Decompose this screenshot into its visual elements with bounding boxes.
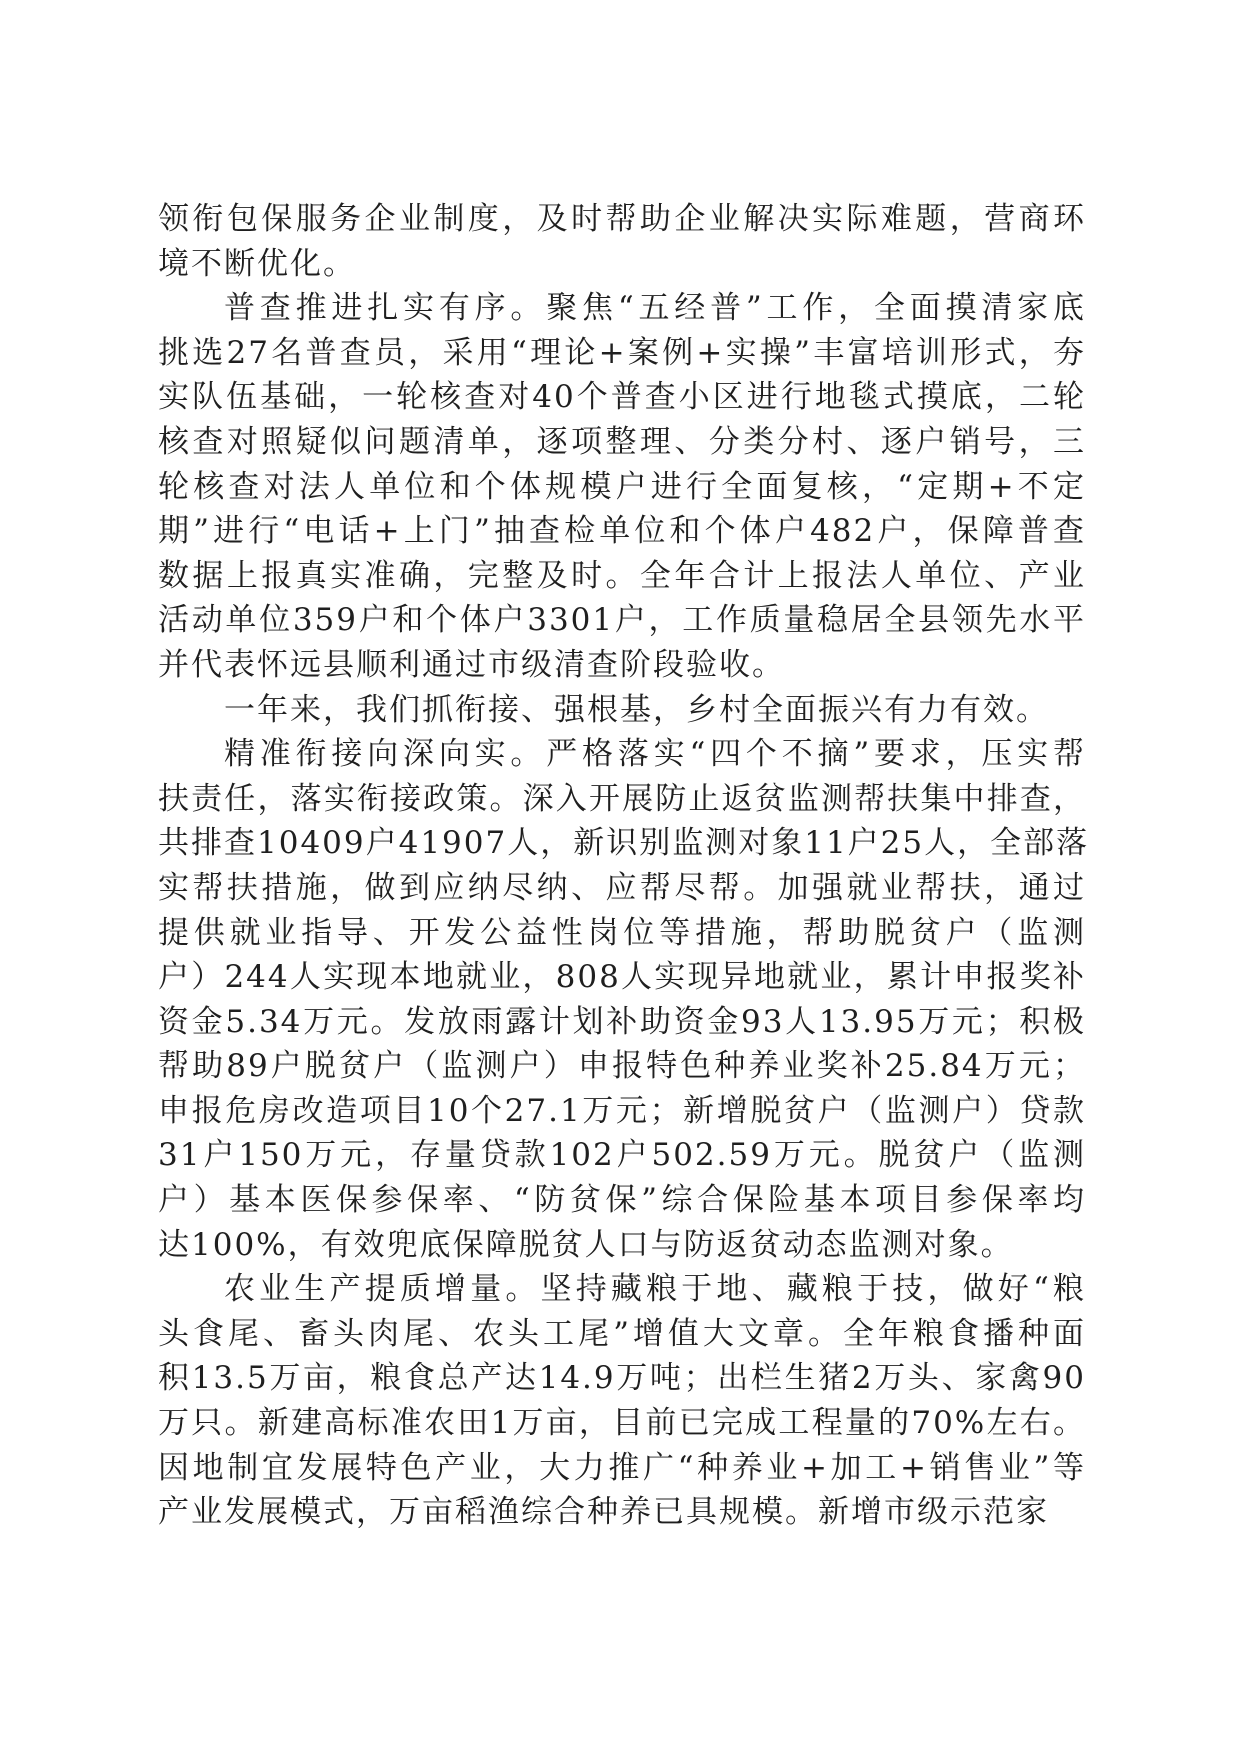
paragraph-line: 数据上报真实准确，完整及时。全年合计上报法人单位、产业 [158, 557, 1086, 594]
paragraph-line: 资金5.34万元。发放雨露计划补助资金93人13.95万元；积极 [158, 1003, 1086, 1040]
paragraph-line: 帮助89户脱贫户（监测户）申报特色种养业奖补25.84万元； [158, 1048, 1086, 1085]
paragraph-line: 共排查10409户41907人，新识别监测对象11户25人，全部落 [158, 825, 1090, 862]
paragraph-line: 活动单位359户和个体户3301户，工作质量稳居全县领先水平 [158, 602, 1086, 639]
paragraph-line: 31户150万元，存量贷款102户502.59万元。脱贫户（监测 [158, 1137, 1086, 1174]
paragraph-p5 [158, 1267, 1086, 1535]
paragraph-line: 核查对照疑似问题清单，逐项整理、分类分村、逐户销号，三 [158, 423, 1086, 460]
paragraph-line: 实帮扶措施，做到应纳尽纳、应帮尽帮。加强就业帮扶，通过 [158, 869, 1086, 906]
paragraph-line: 期”进行“电话+上门”抽查检单位和个体户482户，保障普查 [158, 513, 1086, 550]
paragraph-line: 一年来，我们抓衔接、强根基，乡村全面振兴有力有效。 [224, 691, 1049, 728]
paragraph-line: 户）244人实现本地就业，808人实现异地就业，累计申报奖补 [158, 959, 1086, 996]
paragraph-line: 境不断优化。 [158, 245, 356, 282]
paragraph-line: 农业生产提质增量。坚持藏粮于地、藏粮于技，做好“粮 [224, 1271, 1086, 1308]
paragraph-line: 申报危房改造项目10个27.1万元；新增脱贫户（监测户）贷款 [158, 1092, 1086, 1129]
document-body [158, 197, 1090, 1535]
paragraph-line: 产业发展模式，万亩稻渔综合种养已具规模。新增市级示范家 [158, 1494, 1049, 1531]
paragraph-line: 达100%，有效兜底保障脱贫人口与防返贫动态监测对象。 [158, 1226, 1014, 1263]
paragraph-line: 并代表怀远县顺利通过市级清查阶段验收。 [158, 646, 785, 683]
paragraph-p2 [158, 286, 1086, 687]
paragraph-line: 扶责任，落实衔接政策。深入开展防止返贫监测帮扶集中排查， [158, 780, 1086, 817]
paragraph-p1 [158, 197, 1086, 286]
paragraph-line: 提供就业指导、开发公益性岗位等措施，帮助脱贫户（监测 [158, 914, 1086, 951]
paragraph-line: 精准衔接向深向实。严格落实“四个不摘”要求，压实帮 [224, 736, 1086, 773]
paragraph-p4 [158, 732, 1090, 1267]
paragraph-line: 户）基本医保参保率、“防贫保”综合保险基本项目参保率均 [158, 1182, 1086, 1219]
paragraph-line: 普查推进扎实有序。聚焦“五经普”工作，全面摸清家底 [224, 290, 1086, 327]
paragraph-line: 轮核查对法人单位和个体规模户进行全面复核，“定期+不定 [158, 468, 1086, 505]
paragraph-line: 挑选27名普查员，采用“理论+案例+实操”丰富培训形式，夯 [158, 334, 1086, 371]
paragraph-line: 领衔包保服务企业制度，及时帮助企业解决实际难题，营商环 [158, 201, 1086, 237]
paragraph-line: 实队伍基础，一轮核查对40个普查小区进行地毯式摸底，二轮 [158, 379, 1086, 416]
paragraph-p3 [158, 688, 1086, 733]
paragraph-line: 万只。新建高标准农田1万亩，目前已完成工程量的70%左右。 [158, 1405, 1086, 1442]
paragraph-line: 积13.5万亩，粮食总产达14.9万吨；出栏生猪2万头、家禽90 [158, 1360, 1086, 1397]
paragraph-line: 头食尾、畜头肉尾、农头工尾”增值大文章。全年粮食播种面 [158, 1315, 1086, 1352]
paragraph-line: 因地制宜发展特色产业，大力推广“种养业+加工+销售业”等 [158, 1449, 1086, 1486]
